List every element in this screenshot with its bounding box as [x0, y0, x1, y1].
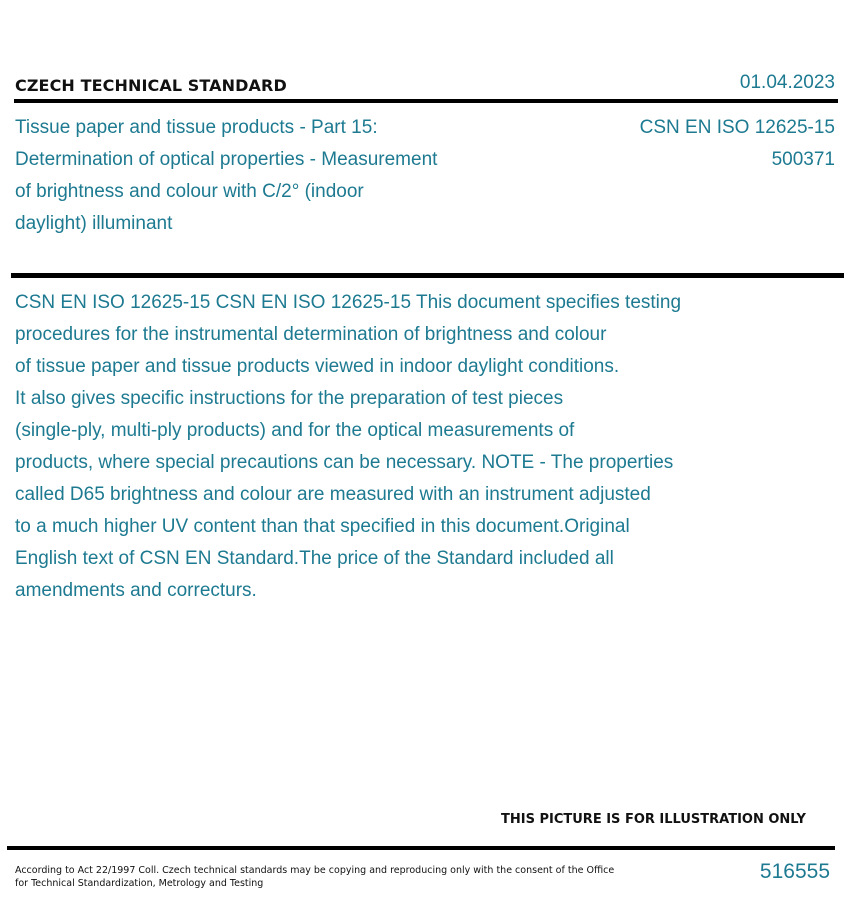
title-line: Tissue paper and tissue products - Part 15: — [15, 117, 378, 138]
abstract-line: amendments and correcturs. — [15, 580, 257, 601]
middle-rule — [11, 273, 844, 278]
abstract-line: (single-ply, multi-ply products) and for the optical measurements of — [15, 420, 575, 441]
legal-line: According to Act 22/1997 Coll. Czech technical standards may be copying and reproducing only with the consent of the Office — [15, 865, 615, 876]
bottom-rule — [7, 846, 835, 850]
reference-number: 516555 — [759, 860, 830, 883]
abstract-line: products, where special precautions can be necessary. NOTE - The properties — [15, 452, 674, 473]
legal-line: for Technical Standardization, Metrology and Testing — [15, 878, 264, 889]
abstract-line: CSN EN ISO 12625-15 CSN EN ISO 12625-15 This document specifies testing — [15, 292, 682, 313]
abstract-line: It also gives specific instructions for the preparation of test pieces — [15, 388, 564, 409]
abstract-text — [15, 287, 805, 607]
standard-title — [15, 112, 515, 240]
abstract-line: to a much higher UV content than that specified in this document.Original — [15, 516, 630, 537]
abstract-line: English text of CSN EN Standard.The price of the Standard included all — [15, 548, 614, 569]
abstract-line: of tissue paper and tissue products viewed in indoor daylight conditions. — [15, 356, 620, 377]
title-line: of brightness and colour with C/2° (indoor — [15, 181, 364, 202]
illustration-note: THIS PICTURE IS FOR ILLUSTRATION ONLY — [501, 812, 806, 827]
catalog-number: 500371 — [771, 149, 835, 170]
abstract-line: called D65 brightness and colour are measured with an instrument adjusted — [15, 484, 651, 505]
title-line: Determination of optical properties - Measurement — [15, 149, 438, 170]
header-date: 01.04.2023 — [739, 72, 835, 93]
legal-notice — [15, 864, 615, 890]
standard-codes — [640, 112, 835, 176]
abstract-line: procedures for the instrumental determination of brightness and colour — [15, 324, 607, 345]
header-label: CZECH TECHNICAL STANDARD — [15, 76, 287, 95]
standard-code: CSN EN ISO 12625-15 — [639, 117, 835, 138]
title-line: daylight) illuminant — [15, 213, 173, 234]
top-rule — [14, 99, 838, 103]
